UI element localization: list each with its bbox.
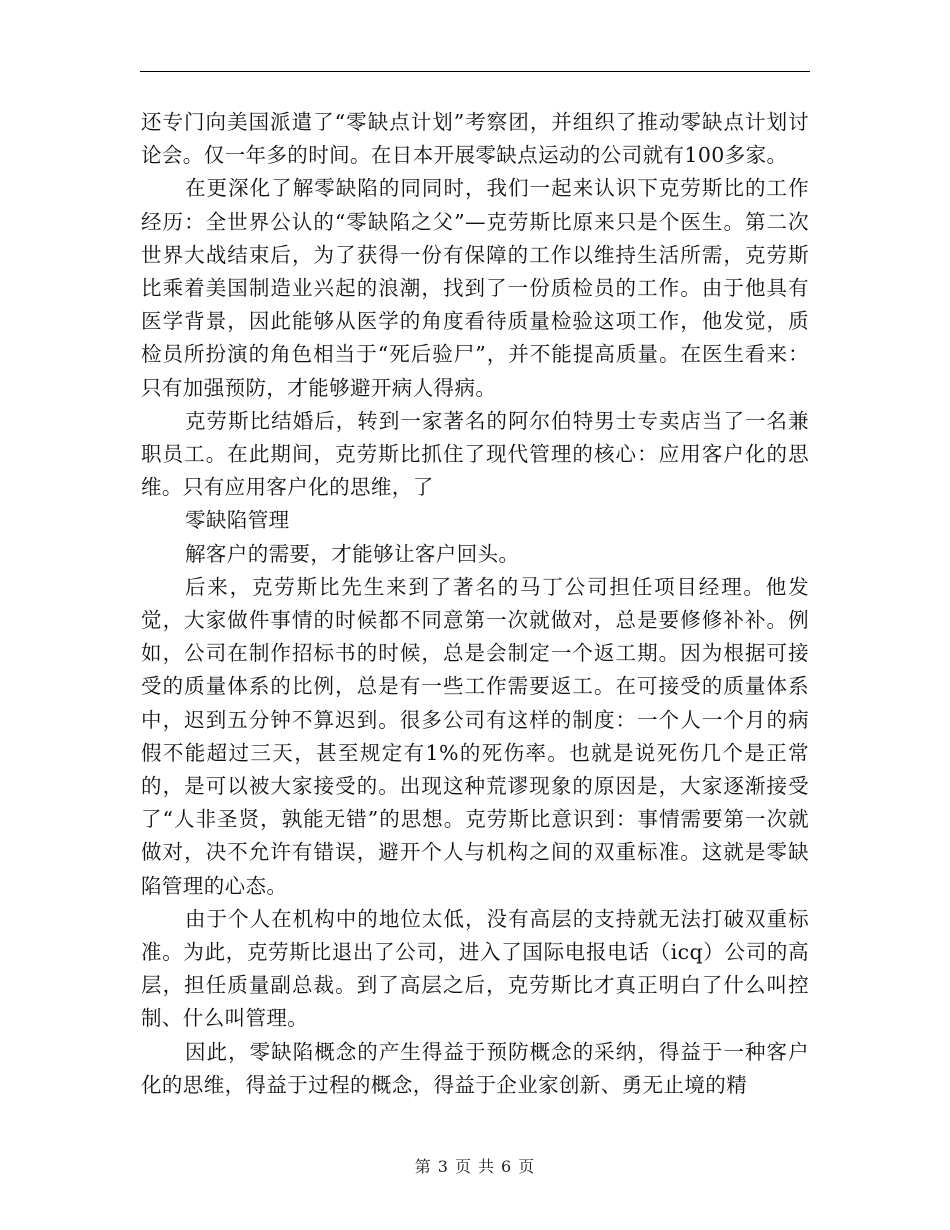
- paragraph-4: 零缺陷管理: [185, 508, 290, 533]
- footer-prefix: 第: [414, 1157, 432, 1176]
- footer-page-number: 3: [437, 1157, 449, 1176]
- paragraph-6: 后来，克劳斯比先生来到了著名的马丁公司担任项目经理。他发觉，大家做件事情的时候都不同意第一次就做对，总是要修修补补。例如，公司在制作招标书的时候，总是会制定一个返工期。因为根据可接受的质量体系的比例，总是有一些工作需要返工。在可接受的质量体系中，迟到五分钟不算迟到。很多公司有这样的制度：一个人一个月的病假不能超过三天，甚至规定有1%的死伤率。也就是说死伤几个是正常的，是可以被大家接受的。出现这种荒谬现象的原因是，大家逐渐接受了“人非圣贤，孰能无错”的思想。克劳斯比意识到：事情需要第一次就做对，决不允许有错误，避开个人与机构之间的双重标准。这就是零缺陷管理的心态。: [141, 574, 809, 898]
- document-body: [141, 106, 809, 1102]
- paragraph-7: 由于个人在机构中的地位太低，没有高层的支持就无法打破双重标准。为此，克劳斯比退出了公司，进入了国际电报电话（icq）公司的高层，担任质量副总裁。到了高层之后，克劳斯比才真正明白了什么叫控制、什么叫管理。: [141, 906, 809, 1031]
- footer-page-unit: 页: [454, 1157, 472, 1176]
- footer-total-pages: 6: [501, 1157, 513, 1176]
- paragraph-1: 还专门向美国派遣了“零缺点计划”考察团，并组织了推动零缺点计划讨论会。仅一年多的时间。在日本开展零缺点运动的公司就有100多家。: [141, 110, 809, 168]
- paragraph-8: 因此，零缺陷概念的产生得益于预防概念的采纳，得益于一种客户化的思维，得益于过程的概念，得益于企业家创新、勇无止境的精: [141, 1039, 809, 1097]
- footer-total-unit: 页: [518, 1157, 536, 1176]
- paragraph-2: 在更深化了解零缺陷的同同时，我们一起来认识下克劳斯比的工作经历：全世界公认的“零缺陷之父”—克劳斯比原来只是个医生。第二次世界大战结束后，为了获得一份有保障的工作以维持生活所需，克劳斯比乘着美国制造业兴起的浪潮，找到了一份质检员的工作。由于他具有医学背景，因此能够从医学的角度看待质量检验这项工作，他发觉，质检员所扮演的角色相当于“死后验尸”，并不能提高质量。在医生看来：只有加强预防，才能够避开病人得病。: [141, 176, 809, 400]
- paragraph-3: 克劳斯比结婚后，转到一家著名的阿尔伯特男士专卖店当了一名兼职员工。在此期间，克劳斯比抓住了现代管理的核心：应用客户化的思维。只有应用客户化的思维，了: [141, 408, 809, 500]
- footer-total-prefix: 共: [478, 1157, 496, 1176]
- header-rule: [140, 71, 810, 72]
- paragraph-5: 解客户的需要，才能够让客户回头。: [185, 541, 520, 566]
- page-footer: [0, 1154, 950, 1177]
